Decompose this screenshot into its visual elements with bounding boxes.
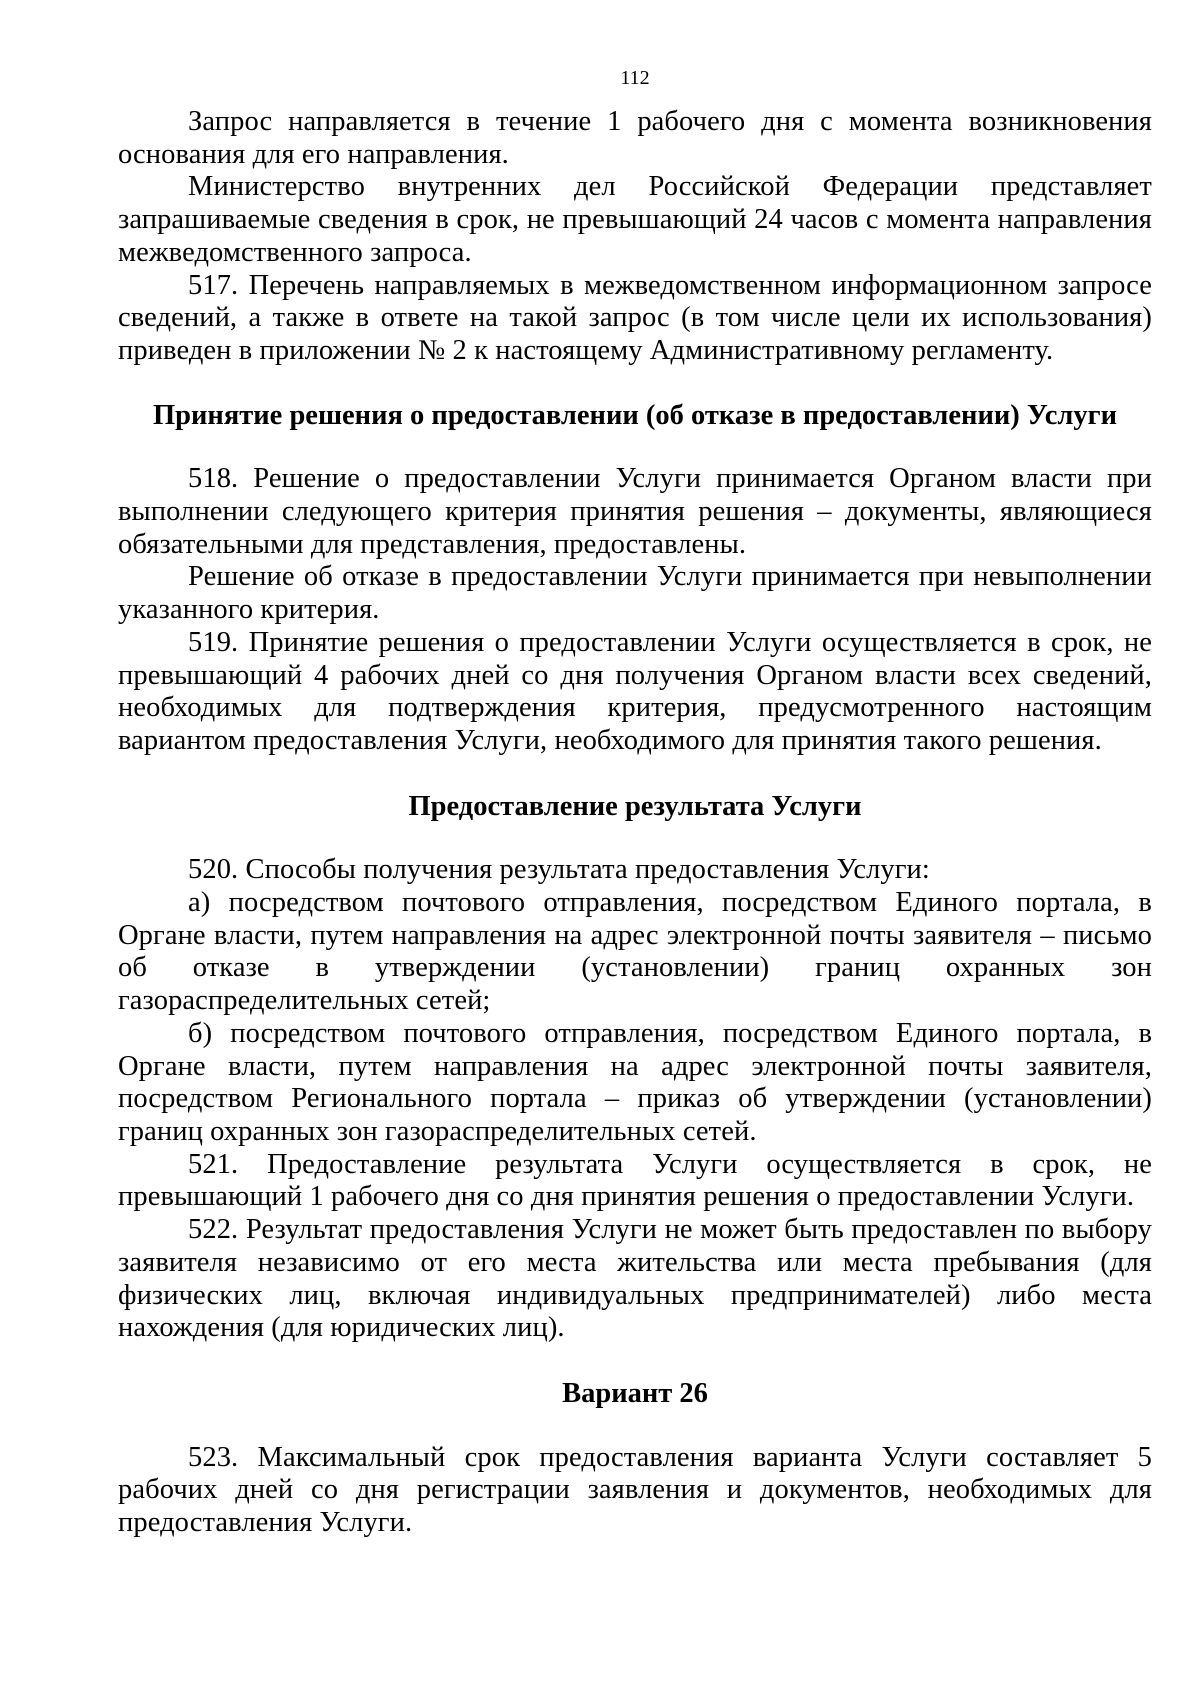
paragraph-520: 520. Способы получения результата предоставления Услуги: [188,854,930,886]
section-heading-variant-26: Вариант 26 [562,1377,708,1409]
document-page [118,66,1152,1540]
paragraph-refusal-decision: Решение об отказе в предоставлении Услуги принимается при невыполнении указанного критерия. [118,561,1152,626]
paragraph-mvd-response: Министерство внутренних дел Российской Федерации представляет запрашиваемые сведения в срок, не превышающий 24 часов с момента направления межведомственного запроса. [118,171,1152,268]
paragraph-523: 523. Максимальный срок предоставления варианта Услуги составляет 5 рабочих дней со дня регистрации заявления и документов, необходимых для предоставления Услуги. [118,1441,1152,1539]
paragraph-request-deadline: Запрос направляется в течение 1 рабочего дня с момента возникновения основания для его направления. [118,106,1152,170]
paragraph-522: 522. Результат предоставления Услуги не может быть предоставлен по выбору заявителя независимо от его места жительства или места пребывания (для физических лиц, включая индивидуальных предпринимателей) либо места нахождения (для юридических лиц). [118,1214,1152,1344]
paragraph-520-b: б) посредством почтового отправления, посредством Единого портала, в Органе власти, путем направления на адрес электронной почты заявителя, посредством Регионального портала – приказ об утверждении (установлении) границ охранных зон газораспределительных сетей. [118,1017,1152,1147]
paragraph-520-a: а) посредством почтового отправления, посредством Единого портала, в Органе власти, путем направления на адрес электронной почты заявителя – письмо об отказе в утверждении (установлении) границ охранных зон газораспределительных сетей; [118,887,1152,1017]
paragraph-519: 519. Принятие решения о предоставлении Услуги осуществляется в срок, не превышающий 4 рабочих дней со дня получения Органом власти всех сведений, необходимых для подтверждения критерия, предусмотренного настоящим вариантом предоставления Услуги, необходимого для принятия такого решения. [118,626,1152,756]
section-heading-decision: Принятие решения о предоставлении (об отказе в предоставлении) Услуги [152,399,1117,431]
paragraph-517: 517. Перечень направляемых в межведомственном информационном запросе сведений, а также в ответе на такой запрос (в том числе цели их использования) приведен в приложении № 2 к настоящему Административному регламенту. [118,269,1152,366]
paragraph-521: 521. Предоставление результата Услуги осуществляется в срок, не превышающий 1 рабочего дня со дня принятия решения о предоставлении Услуги. [118,1148,1152,1213]
paragraph-518: 518. Решение о предоставлении Услуги принимается Органом власти при выполнении следующего критерия принятия решения – документы, являющиеся обязательными для представления, предоставлены. [118,463,1152,560]
page-number: 112 [620,67,650,89]
section-heading-result: Предоставление результата Услуги [408,790,862,822]
